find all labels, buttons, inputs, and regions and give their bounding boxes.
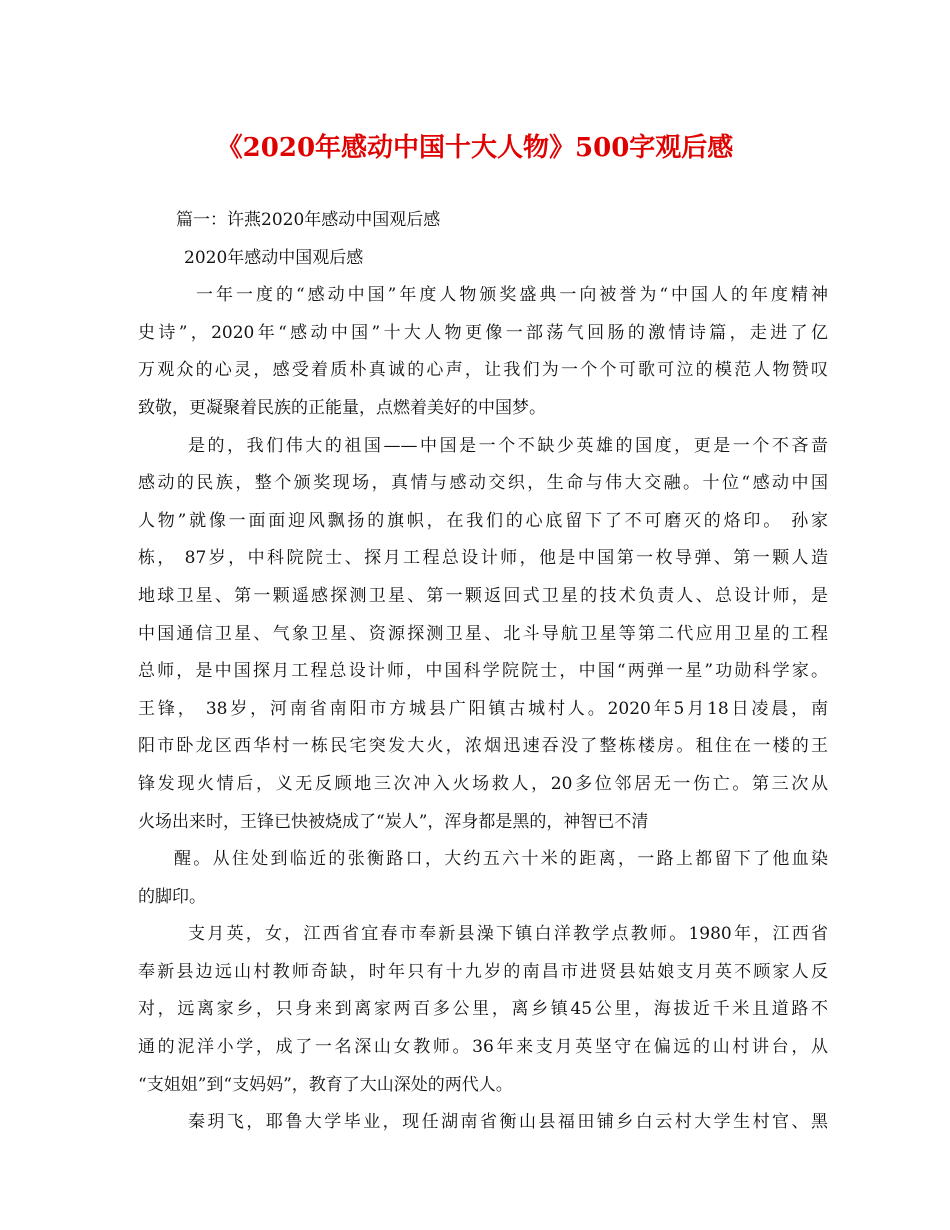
text-line: 地球卫星、第一颗遥感探测卫星、第一颗返回式卫星的技术负责人、总设计师，是: [138, 585, 828, 606]
text-line: 通的泥洋小学，成了一名深山女教师。36年来支月英坚守在偏远的山村讲台，从: [138, 1037, 828, 1058]
text-line: 人物”就像一面面迎风飘扬的旗帜，在我们的心底留下了不可磨灭的烙印。 孙家: [138, 510, 828, 531]
text-line: 奉新县边远山村教师奇缺，时年只有十九岁的南昌市进贤县姑娘支月英不顾家人反: [138, 961, 828, 982]
text-line: 对，远离家乡，只身来到离家两百多公里，离乡镇45公里，海拔近千米且道路不: [138, 999, 828, 1020]
text-line: 总师，是中国探月工程总设计师，中国科学院院士，中国“两弹一星”功勋科学家。: [138, 661, 828, 682]
text-line: 阳市卧龙区西华村一栋民宅突发大火，浓烟迅速吞没了整栋楼房。租住在一楼的王: [138, 736, 828, 757]
text-line: 火场出来时，王锋已快被烧成了“炭人”，浑身都是黑的，神智已不清: [138, 811, 649, 832]
document-body: [138, 202, 828, 1142]
text-line: 2020年感动中国观后感: [184, 247, 364, 268]
text-line: 史诗”，2020年“感动中国”十大人物更像一部荡气回肠的激情诗篇，走进了亿: [138, 322, 828, 343]
text-line: 是的，我们伟大的祖国——中国是一个不缺少英雄的国度，更是一个不吝啬: [188, 435, 828, 456]
text-line: 醒。从住处到临近的张衡路口，大约五六十米的距离，一路上都留下了他血染: [174, 849, 828, 870]
text-line: 支月英，女，江西省宜春市奉新县澡下镇白洋教学点教师。1980年，江西省: [188, 924, 828, 945]
text-line: 王锋， 38岁，河南省南阳市方城县广阳镇古城村人。2020年5月18日凌晨，南: [138, 698, 828, 719]
text-line: 致敬，更凝聚着民族的正能量，点燃着美好的中国梦。: [138, 397, 546, 418]
text-line: 栋， 87岁，中科院院士、探月工程总设计师，他是中国第一枚导弹、第一颗人造: [138, 548, 828, 569]
text-line: 感动的民族，整个颁奖现场，真情与感动交织，生命与伟大交融。十位“感动中国: [138, 473, 828, 494]
page-title: 《2020年感动中国十大人物》500字观后感: [216, 133, 734, 163]
text-line: 中国通信卫星、气象卫星、资源探测卫星、北斗导航卫星等第二代应用卫星的工程: [138, 623, 828, 644]
text-line: 一年一度的“感动中国”年度人物颁奖盛典一向被誉为“中国人的年度精神: [196, 285, 828, 306]
text-line: 篇一：许燕2020年感动中国观后感: [176, 210, 441, 230]
text-line: “支姐姐”到“支妈妈”，教育了大山深处的两代人。: [138, 1074, 513, 1095]
text-line: 锋发现火情后，义无反顾地三次冲入火场救人，20多位邻居无一伤亡。第三次从: [138, 773, 828, 794]
text-line: 的脚印。: [138, 886, 206, 907]
text-line: 万观众的心灵，感受着质朴真诚的心声，让我们为一个个可歌可泣的模范人物赞叹: [138, 360, 828, 381]
text-line: 秦玥飞，耶鲁大学毕业，现任湖南省衡山县福田铺乡白云村大学生村官、黑: [188, 1112, 828, 1133]
